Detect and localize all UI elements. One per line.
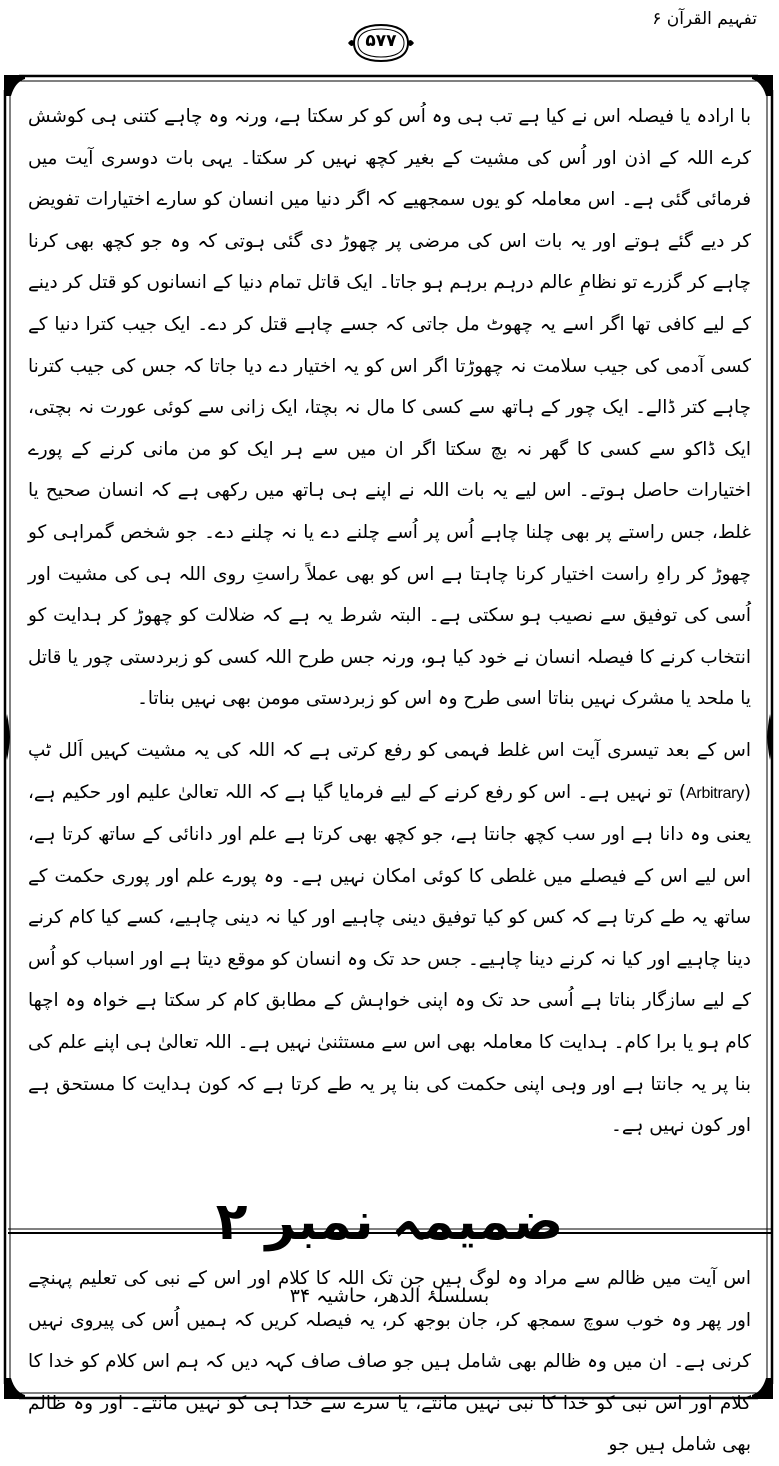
divider-rule: [8, 1226, 771, 1236]
running-head: تفہیم القرآن ۶: [652, 9, 757, 29]
latin-term: Arbitrary: [686, 784, 744, 802]
appendix-subheading: بسلسلۂ الدھر، حاشیہ ۳۴: [289, 1284, 490, 1307]
paragraph-text: ) تو نہیں ہے۔ اس کو رفع کرنے کے لیے فرمایا گیا ہے کہ اللہ تعالیٰ علیم اور حکیم ہے، یعنی وہ دانا ہے اور سب کچھ جانتا ہے، جو کچھ بھی کرتا ہے علم اور دانائی کے ساتھ کرتا ہے، اس لیے اس کے فیصلے میں غلطی کا کوئی امکان نہیں ہے۔ وہ پورے علم اور پوری حکمت کے ساتھ یہ طے کرتا ہے کہ کس کو کیا توفیق دینی چاہیے اور کیا نہ دینی چاہیے، کسے کیا کام کرنے دینا چاہیے اور کیا نہ کرنے دینا چاہیے۔ جس حد تک وہ انسان کو موقع دیتا ہے اور اسباب کو اُس کے لیے سازگار بناتا ہے اُسی حد تک وہ اپنی خواہش کے مطابق کام کر سکتا ہے خواہ وہ اچھا کام ہو یا برا کام۔ ہدایت کا معاملہ بھی اس سے مستثنیٰ نہیں ہے۔ اللہ تعالیٰ ہی اپنے علم کی بنا پر یہ جانتا ہے اور وہی اپنی حکمت کی بنا پر یہ طے کرتا ہے کہ کون ہدایت کا مستحق ہے اور کون نہیں ہے۔: [28, 781, 751, 1137]
body-paragraph: اس آیت میں ظالم سے مراد وہ لوگ ہیں جن تک اللہ کا کلام اور اس کے نبی کی تعلیم پہنچے اور پھر وہ خوب سوچ سمجھ کر، جان بوجھ کر، یہ فیصلہ کریں کہ ہمیں اُس کی پیروی نہیں کرنی ہے۔ ان میں وہ ظالم بھی شامل ہیں جو صاف صاف کہہ دیں کہ ہم اس کلام کو خدا کا کلام اور اس نبی کو خدا کا نبی نہیں مانتے، یا سرے سے خدا ہی کو نہیں مانتے۔ اور وہ ظالم بھی شامل ہیں جو: [28, 1268, 751, 1456]
body-paragraph: [28, 730, 751, 1147]
appendix-heading: ضمیمہ نمبر ۲: [215, 1191, 564, 1252]
page-number: ۵۷۷: [365, 31, 397, 51]
page-number-medallion: [346, 22, 416, 64]
main-text: [28, 96, 751, 1313]
paragraph-text: اس کے بعد تیسری آیت اس غلط فہمی کو رفع کرتی ہے کہ اللہ کی یہ مشیت کہیں اَلل ٹپ (: [28, 739, 751, 803]
body-paragraph: با ارادہ یا فیصلہ اس نے کیا ہے تب ہی وہ اُس کو کر سکتا ہے، ورنہ وہ چاہے کتنی ہی کوشش کرے اللہ کے اذن اور اُس کی مشیت کے بغیر کچھ نہیں کر سکتا۔ یہی بات دوسری آیت میں فرمائی گئی ہے۔ اس معاملہ کو یوں سمجھیے کہ اگر دنیا میں انسان کو سارے اختیارات تفویض کر دیے گئے ہوتے اور یہ بات اس کی مرضی پر چھوڑ دی گئی ہوتی کہ وہ جو کچھ بھی کرنا چاہے کر گزرے تو نظامِ عالم درہم برہم ہو جاتا۔ ایک قاتل تمام دنیا کے انسانوں کو قتل کر دینے کے لیے کافی تھا اگر اسے یہ چھوٹ مل جاتی کہ جسے چاہے قتل کر دے۔ ایک جیب کترا دنیا کے کسی آدمی کی جیب سلامت نہ چھوڑتا اگر اس کو یہ اختیار دے دیا جاتا کہ جس کی جیب کترنا چاہے کتر ڈالے۔ ایک چور کے ہاتھ سے کسی کا مال نہ بچتا، ایک زانی سے کوئی عورت نہ بچتی، ایک ڈاکو سے کسی کا گھر نہ بچ سکتا اگر ان میں سے ہر ایک کو من مانی کرنے کے پورے اختیارات حاصل ہوتے۔ اس لیے یہ بات اللہ نے اپنے ہی ہاتھ میں رکھی ہے کہ انسان صحیح یا غلط، جس راستے پر بھی چلنا چاہے اُس پر اُسے چلنے دے یا نہ چلنے دے۔ جو شخص گمراہی کو چھوڑ کر راہِ راست اختیار کرنا چاہتا ہے اس کو بھی عملاً راستِ روی اللہ ہی کی مشیت اور اُسی کی توفیق سے نصیب ہو سکتی ہے۔ البتہ شرط یہ ہے کہ ضلالت کو چھوڑ کر ہدایت کو انتخاب کرنے کا فیصلہ انسان نے خود کیا ہو، ورنہ جس طرح اللہ کسی کو زبردستی چور یا قاتل یا ملحد یا مشرک نہیں بناتا اسی طرح وہ اس کو زبردستی مومن بھی نہیں بناتا۔: [28, 106, 751, 710]
